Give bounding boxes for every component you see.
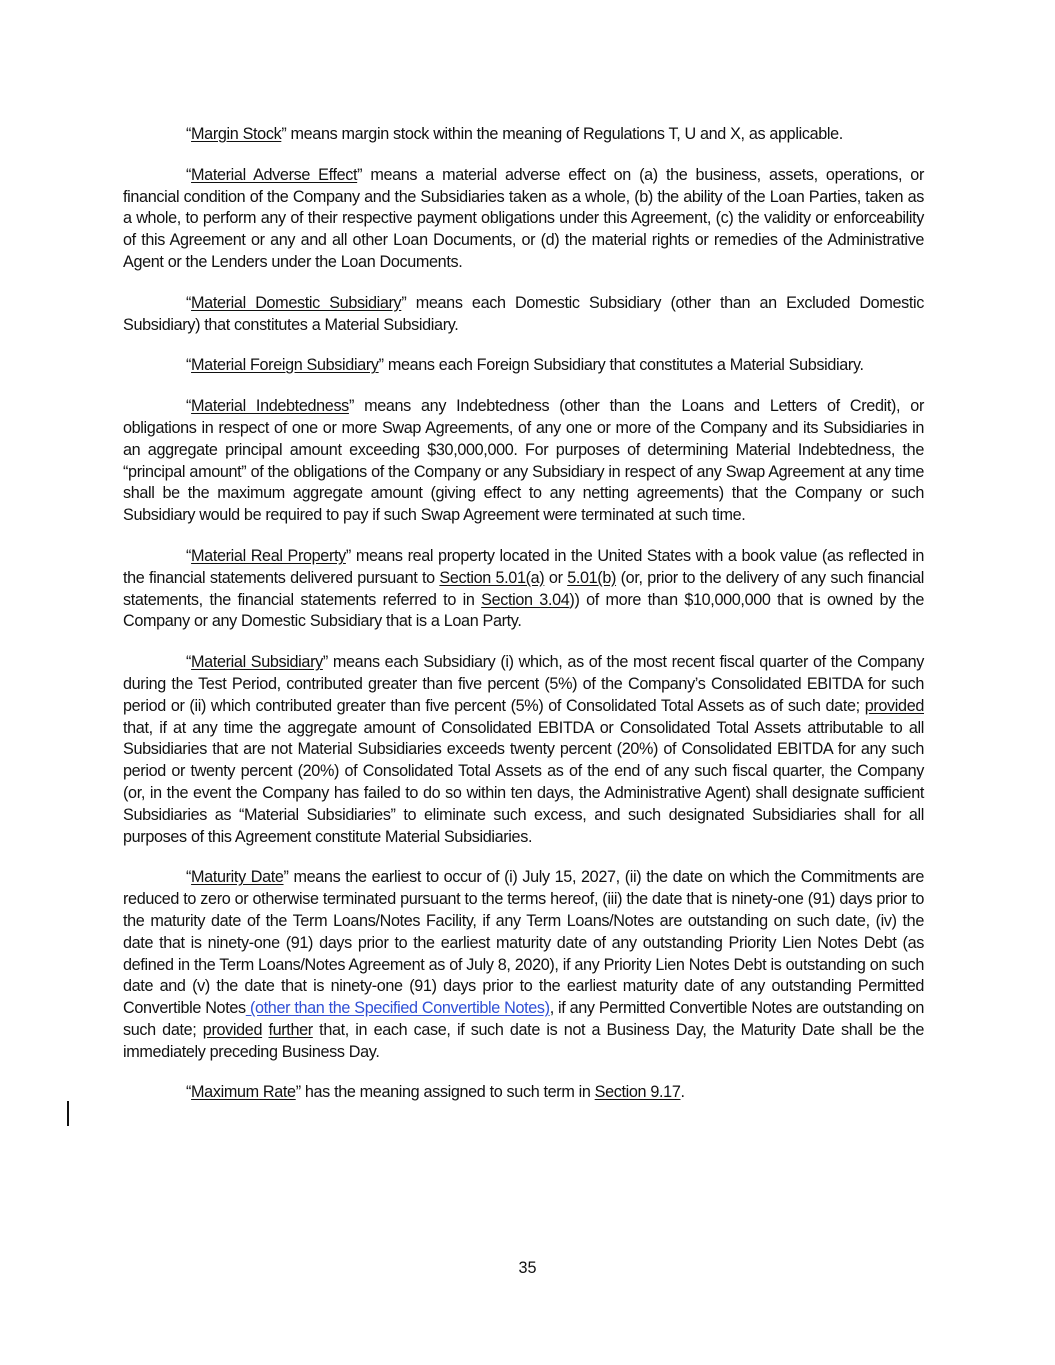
open-quote: “: [186, 653, 192, 672]
defined-term: Maximum Rate: [191, 1083, 296, 1102]
open-quote: “: [186, 356, 192, 375]
definition-paragraph: [123, 355, 924, 377]
definition-paragraph: [123, 396, 924, 527]
open-quote: “: [186, 293, 192, 312]
cross-reference: 5.01(b): [567, 568, 617, 587]
definition-text: ” means real property located in the United States with a book value (as reflected in the financial statements delivered pursuant to: [123, 546, 924, 587]
defined-term: Material Adverse Effect: [191, 165, 358, 184]
definition-text: ” means the earliest to occur of (i) July 15, 2027, (ii) the date on which the Commitments are reduced to zero or otherwise terminated pursuant to the terms hereof, (iii) the date that is ninety-one (91) days prior to the maturity date of the Term Loans/Notes Facility, if any Term Loans/Notes are outstanding on such date, (iv) the date that is ninety-one (91) days prior to the earliest maturity date of any outstanding Priority Lien Notes Debt (as defined in the Term Loans/Notes Agreement as of July 8, 2020), if any Priority Lien Notes Debt is outstanding on such date and (v) the date that is ninety-one (91) days prior to the earliest maturity date of any outstanding Permitted Convertible Notes: [123, 868, 924, 1018]
open-quote: “: [186, 125, 192, 143]
definition-paragraph: [123, 546, 924, 633]
inserted-revision-text: (other than the Specified Convertible Notes): [245, 999, 550, 1018]
defined-term: Material Real Property: [191, 546, 346, 565]
definition-text: ” means margin stock within the meaning of Regulations T, U and X, as applicable.: [281, 125, 843, 143]
definition-paragraph: [123, 293, 924, 337]
page-number: 35: [518, 1259, 537, 1277]
open-quote: “: [186, 868, 192, 887]
defined-term: Maturity Date: [191, 868, 284, 887]
open-quote: “: [186, 546, 192, 565]
definition-text: ” means each Subsidiary (i) which, as of the most recent fiscal quarter of the Company during the Test Period, contributed greater than five percent (5%) of the Company’s Consolidated EBITDA for such period or (ii) which contributed greater than five percent (5%) of Consolidated Total Assets as of such date;: [123, 653, 925, 715]
cross-reference: further: [268, 1020, 313, 1039]
defined-term: Material Domestic Subsidiary: [191, 293, 402, 312]
definition-paragraph: [123, 867, 924, 1063]
definition-text: or: [544, 568, 568, 587]
definition-paragraph: [123, 652, 924, 848]
defined-term: Material Indebtedness: [191, 397, 349, 416]
open-quote: “: [186, 397, 192, 416]
open-quote: “: [186, 1083, 192, 1102]
definition-text: .: [680, 1083, 685, 1102]
definition-paragraph: [123, 124, 924, 146]
cross-reference: provided: [202, 1020, 263, 1039]
cross-reference: Section 3.04: [481, 590, 570, 609]
definition-paragraph: [123, 165, 924, 274]
definition-text: )) of more than $10,000,000 that is owned by the Company or any Domestic Subsidiary that is a Loan Party.: [123, 590, 925, 631]
defined-term: Material Foreign Subsidiary: [191, 356, 379, 375]
document-body: [123, 124, 924, 1123]
cross-reference: provided: [864, 696, 924, 715]
cross-reference: Section 9.17: [594, 1083, 681, 1102]
definition-text: that, if at any time the aggregate amount of Consolidated EBITDA or Consolidated Total Assets attributable to all Subsidiaries that are not Material Subsidiaries exceeds twenty percent (20%) of Consolidated EBITDA for any such period or twenty percent (20%) of Consolidated Total Assets as of the end of any such fiscal quarter, the Company (or, in the event the Company has failed to do so within ten days, the Administrative Agent) shall designate sufficient Subsidiaries as “Material Subsidiaries” to eliminate such excess, and such designated Subsidiaries shall for all purposes of this Agreement constitute Material Subsidiaries.: [123, 718, 924, 846]
definition-text: , if any Permitted Convertible Notes are outstanding on such date;: [123, 999, 924, 1039]
definition-text: ” means each Foreign Subsidiary that constitutes a Material Subsidiary.: [378, 356, 864, 375]
definition-text: ” means any Indebtedness (other than the Loans and Letters of Credit), or obligations in respect of one or more Swap Agreements, of any one or more of the Company and its Subsidiaries in an aggregate principal amount exceeding $30,000,000. For purposes of determining Material Indebtedness, the “principal amount” of the obligations of the Company or any Subsidiary in respect of any Swap Agreement at any time shall be the maximum aggregate amount (giving effect to any netting agreements) that the Company or such Subsidiary would be required to pay if such Swap Agreement were terminated at such time.: [123, 397, 924, 525]
definition-text: (or, prior to the delivery of any such financial statements, the financial statements referred to in: [123, 568, 924, 609]
definition-paragraph: [123, 1082, 924, 1104]
defined-term: Margin Stock: [191, 125, 282, 143]
definition-text: ” has the meaning assigned to such term in: [295, 1083, 595, 1102]
definition-text: ” means a material adverse effect on (a) the business, assets, operations, or financial condition of the Company and the Subsidiaries taken as a whole, (b) the ability of the Loan Parties, taken as a whole, to perform any of their respective payment obligations under this Agreement, (c) the validity or enforceability of this Agreement or any and all other Loan Documents, or (d) the material rights or remedies of the Administrative Agent or the Lenders under the Loan Documents.: [123, 165, 924, 271]
revision-change-bar: [67, 1101, 69, 1126]
cross-reference: Section 5.01(a): [439, 568, 545, 587]
definition-text: that, in each case, if such date is not a Business Day, the Maturity Date shall be the immediately preceding Business Day.: [123, 1020, 924, 1061]
definition-text: ” means each Domestic Subsidiary (other than an Excluded Domestic Subsidiary) that constitutes a Material Subsidiary.: [123, 293, 925, 334]
open-quote: “: [186, 165, 192, 184]
defined-term: Material Subsidiary: [191, 653, 323, 672]
